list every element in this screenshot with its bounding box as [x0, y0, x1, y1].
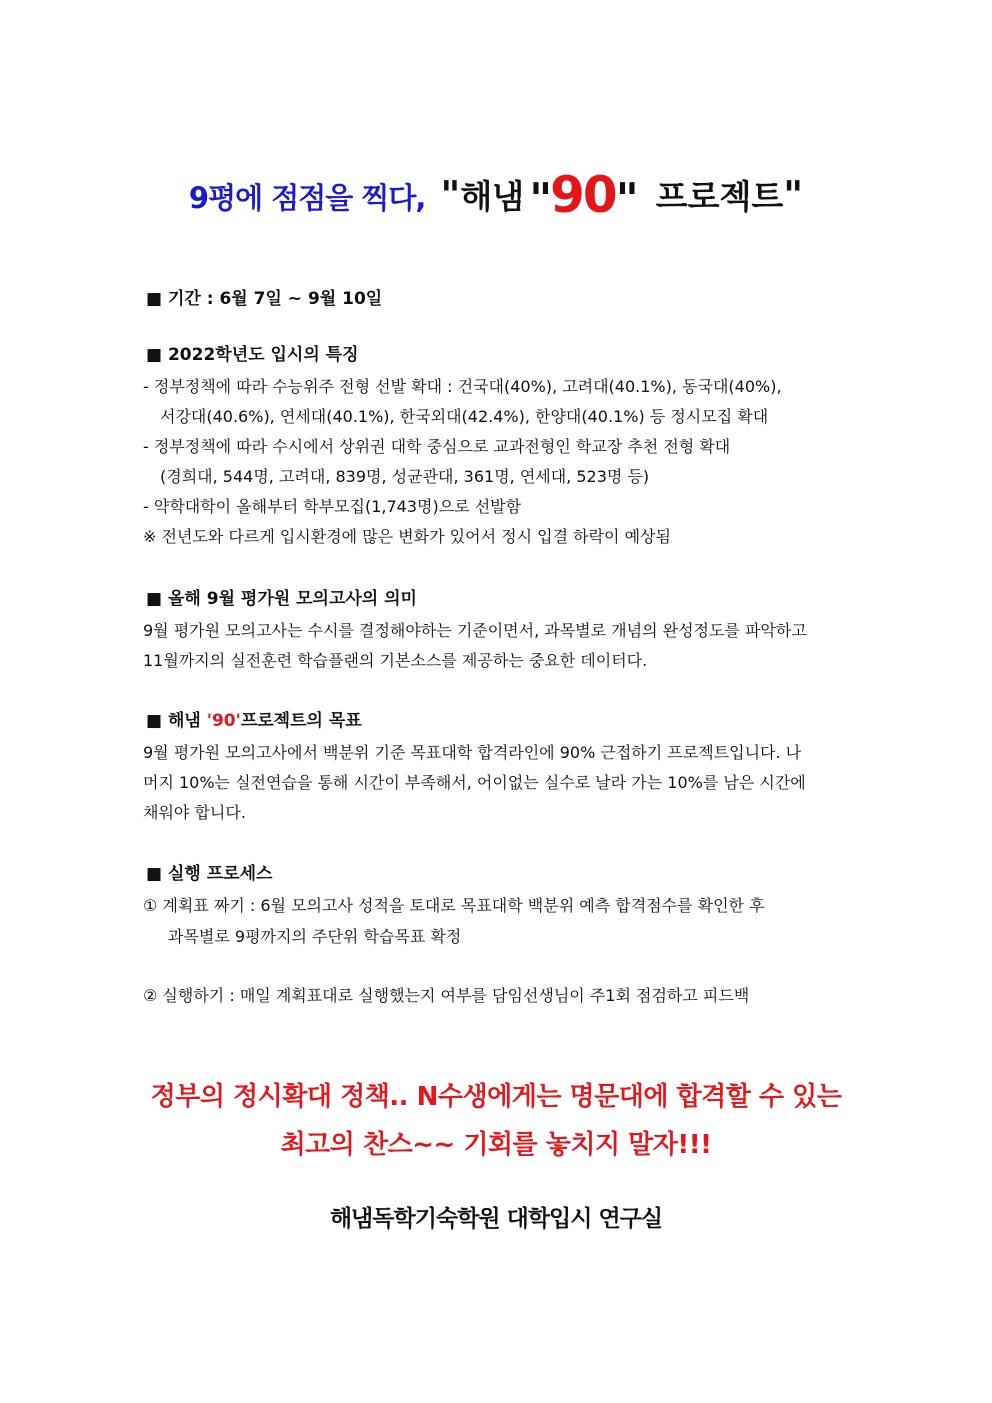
process-step-1-cont: 과목별로 9평까지의 주단위 학습목표 확정 [168, 927, 462, 946]
title-number-close-quote: " [615, 174, 637, 225]
features-line-5: - 약학대학이 올해부터 학부모집(1,743명)으로 선발함 [143, 497, 522, 516]
title-close-quote: " [783, 173, 804, 217]
goal-heading-highlight: '90' [206, 711, 241, 731]
title-number: 90 [550, 166, 616, 224]
goal-line-2: 머지 10%는 실전연습을 통해 시간이 부족해서, 어이없는 실수로 날라 가는 10%를 남은 시간에 [143, 773, 806, 792]
closing-line-1: 정부의 정시확대 정책.. N수생에게는 명문대에 합격할 수 있는 [150, 1082, 842, 1112]
goal-line-3: 채워야 합니다. [143, 803, 246, 822]
goal-heading-suffix: 프로젝트의 목표 [240, 711, 362, 731]
title-part2: 해냄 [460, 177, 525, 216]
features-line-4: (경희대, 544명, 고려대, 839명, 성균관대, 361명, 연세대, 523명 등) [160, 467, 650, 486]
title-part1: 9평에 점점을 찍다, [188, 181, 426, 215]
meaning-line-1: 9월 평가원 모의고사는 수시를 결정해야하는 기준이면서, 과목별로 개념의 완성정도를 파악하고 [143, 621, 807, 640]
process-step-1: ① 계획표 짜기 : 6월 모의고사 성적을 토대로 목표대학 백분위 예측 합격점수를 확인한 후 [143, 896, 765, 915]
features-line-3: - 정부정책에 따라 수시에서 상위권 대학 중심으로 교과전형인 학교장 추천 전형 확대 [143, 437, 731, 456]
features-line-2: 서강대(40.6%), 연세대(40.1%), 한국외대(42.4%), 한양대(40.1%) 등 정시모집 확대 [160, 407, 769, 426]
features-heading: ■ 2022학년도 입시의 특징 [146, 345, 359, 365]
process-heading: ■ 실행 프로세스 [146, 864, 273, 884]
meaning-line-2: 11월까지의 실전훈련 학습플랜의 기본소스를 제공하는 중요한 데이터다. [143, 651, 648, 670]
process-step-2: ② 실행하기 : 매일 계획표대로 실행했는지 여부를 담임선생님이 주1회 점검하고 피드백 [143, 986, 750, 1005]
features-note: ※ 전년도와 다르게 입시환경에 많은 변화가 있어서 정시 입결 하락이 예상됨 [143, 527, 671, 546]
title-part3: 프로젝트 [655, 177, 784, 216]
period-heading: ■ 기간 : 6월 7일 ~ 9월 10일 [146, 289, 383, 309]
features-line-1: - 정부정책에 따라 수능위주 전형 선발 확대 : 건국대(40%), 고려대(40.1%), 동국대(40%), [143, 377, 782, 396]
title-open-quote: " [440, 173, 461, 217]
goal-heading [146, 710, 362, 732]
signature: 해냄독학기숙학원 대학입시 연구실 [329, 1206, 663, 1232]
closing-line-2: 최고의 찬스~~ 기회를 놓치지 말자!!! [280, 1130, 712, 1160]
goal-line-1: 9월 평가원 모의고사에서 백분위 기준 목표대학 합격라인에 90% 근접하기 프로젝트입니다. 나 [143, 743, 802, 762]
goal-heading-prefix: ■ 해냄 [146, 711, 207, 731]
meaning-heading: ■ 올해 9월 평가원 모의고사의 의미 [146, 589, 417, 609]
page-title [0, 165, 992, 233]
title-number-open-quote: " [529, 174, 551, 225]
